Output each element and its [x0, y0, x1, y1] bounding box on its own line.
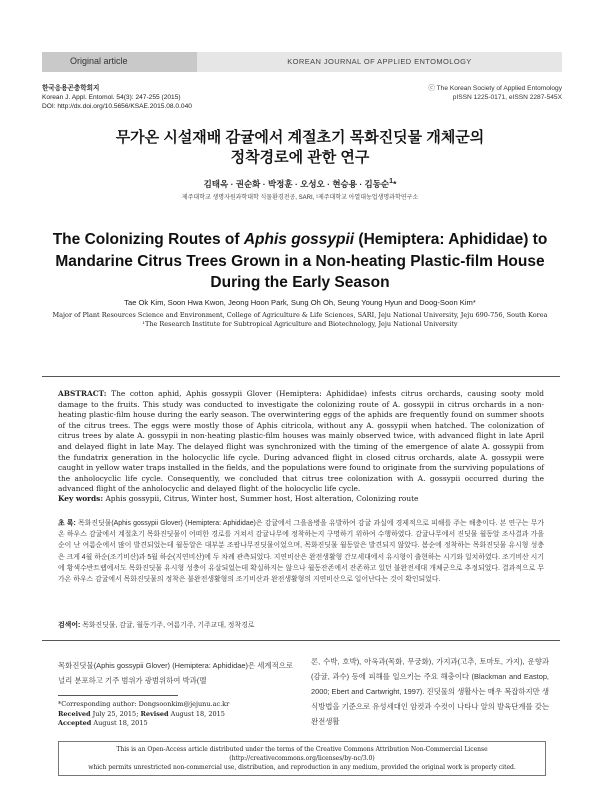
citation-block	[42, 84, 192, 111]
doi-link[interactable]: DOI: http://dx.doi.org/10.5656/KSAE.2015.08.0.040	[42, 103, 192, 110]
article-type-label: Original article	[42, 52, 197, 72]
accepted-date: Accepted August 18, 2015	[58, 719, 148, 728]
keywords-label: Key words:	[58, 494, 104, 503]
divider	[42, 640, 560, 641]
body-text-left-column: 목화진딧물(Aphis gossypii Glover) (Hemiptera: Aphididae)은 세계적으로 널리 분포하고 기주 범위가 광범위하여 박과(멜	[58, 661, 293, 685]
footnote	[58, 700, 293, 729]
abstract-text: The cotton aphid, Aphis gossypii Glover (Hemiptera: Aphididae) infests citrus orchards, causing sooty mold damage to the fruits. This study was conducted to investigate the colonizing route of A. gossypii in citrus orchards in a non-heating plastic-film house during the early season. The overwintering eggs of the aphids are frequently found on summer shoots of the citrus trees. The eggs were mostly those of Aphis citricola, without any A. gossypii when hatched. The colonization of citrus trees by alate A. gossypii in non-heating plastic-film houses was mainly observed twice, with advanced flight in late April and delayed flight in late May. The delayed flight was synchronized with the timing of the emergence of alate A. gossypii from the fundatrix generation in the holocyclic life cycle. During advanced flight in closed citrus orchards, alate A. gossypii were caught in yellow water traps installed in the fields, and the populations were found to originate from the surviving populations of the anholocyclic life cycle. Consequently, we concluded that citrus tree colonization with A. gossypii occurred during the advanced flight of the anholocyclic and delayed flight of the holocyclic life cycle.	[58, 389, 544, 494]
korean-keywords-text: 목화진딧물, 감귤, 월동기주, 여름기주, 기주교대, 정착경로	[82, 622, 255, 629]
journal-citation: Korean J. Appl. Entomol. 54(3): 247-255 (2015)	[42, 94, 181, 101]
korean-title-line-2: 정착경로에 관한 연구	[230, 149, 370, 166]
keywords-text: Aphis gossypii, Citrus, Winter host, Summer host, Host alteration, Colonizing route	[105, 494, 419, 503]
korean-abstract-text: 목화진딧물(Aphis gossypii Glover) (Hemiptera: Aphididae)은 감귤에서 그을음병을 유발하여 감귤 과실에 경제적으로 피해를 주는 해충이다. 본 연구는 무가온 하우스 감귤에서 계절초기 목화진딧물이 어떠한 경로를 거쳐서 감귤나무에 정착하는지 구명하기 위하여 수행하였다. 감귤나무에서 진딧물 월동알 조사결과 가을순이 난 여름순에서 많이 발견되었는데 월동알은 대부분 조팝나무진딧물이었으며, 목화진딧물 월동알은 발견되지 않았다. 봄순에 정착하는 목화진딧물 유시형 성충은 크게 4월 하순(조기비산)과 5월 하순(지연비산)에 두 차례 관측되었다. 지연비산은 완전생활형 간모세대에서 유시형이 출현하는 시기와 일치하였다. 조기비산 시기에 황색수반트랩에서도 목화진딧물 유시형 성충이 유살되었는데 확실하지는 않으나 월동잔존에서 잔존하고 있던 불완전세대 개체군으로 추정되었다. 결과적으로 무가온 하우스 감귤에서 목화진딧물의 정착은 불완전생활형의 조기비산과 완전생활형의 지연비산으로 일어난다는 것이 확인되었다.	[58, 520, 545, 584]
english-affiliation	[40, 311, 560, 329]
korean-keywords-label: 검색어:	[58, 622, 81, 629]
license-line-1: This is an Open-Access article distributed under the terms of the Creative Commons Attribution Non-Commercial License (http://creativecommons.org/licenses/by-nc/3.0)	[116, 746, 488, 762]
license-line-2: which permits unrestricted non-commercial use, distribution, and reproduction in any medium, provided the original work is properly cited.	[88, 764, 516, 771]
journal-banner	[42, 52, 562, 72]
korean-keywords	[58, 619, 544, 629]
license-box	[58, 741, 546, 776]
english-keywords	[58, 494, 544, 503]
korean-title	[40, 128, 560, 168]
footnote-divider	[58, 695, 178, 696]
species-name: Aphis gossypii	[243, 231, 355, 248]
body-text-right-column: 론, 수박, 호박), 아욱과(목화, 무궁화), 가지과(고추, 토마토, 가지), 운향과(감귤, 과수) 등에 피해를 일으키는 주요 해충이다 (Blackman and Eastop, 2000; Ebert and Cartwright, 1997). 진딧물의 생활사는 매우 복잡하지만 생식방법을 기준으로 유성세대인 암컷과 수컷이 나타나 알의 발육단계를 갖는 완전생활	[311, 657, 549, 726]
copyright-block	[428, 84, 562, 102]
english-affiliation-line-1: Major of Plant Resources Science and Environment, College of Agriculture & Life Sciences, SARI, Jeju National University, Jeju 690-756, South Korea	[52, 311, 548, 319]
journal-name-banner: KOREAN JOURNAL OF APPLIED ENTOMOLOGY	[197, 52, 562, 72]
english-authors: Tae Ok Kim, Soon Hwa Kwon, Jeong Hoon Park, Sung Oh Oh, Seung Young Hyun and Doog-Soon Kim*	[124, 298, 476, 307]
korean-abstract-label: 초 록:	[58, 520, 76, 527]
received-dates: Received July 25, 2015; Revised August 18, 2015	[58, 709, 225, 718]
english-title	[30, 229, 570, 294]
korean-authors: 김태옥 · 권순화 · 박정훈 · 오성오 · 현승용 · 김동순$^1$*	[203, 177, 397, 189]
issn-line: pISSN 1225-0171, eISSN 2287-545X	[452, 94, 562, 101]
divider	[42, 376, 560, 377]
korean-affiliation: 제주대학교 생명자원과학대학 식물환경전공, SARI, ¹제주대학교 아열대농업생명과학연구소	[181, 195, 419, 201]
korean-abstract	[58, 518, 544, 585]
korean-title-line-1: 무가온 시설재배 감귤에서 계절초기 목화진딧물 개체군의	[115, 129, 485, 146]
corresponding-author: *Corresponding author: Dongsoonkim@jejunu.ac.kr	[58, 700, 230, 708]
english-abstract	[58, 389, 544, 495]
english-title-line-2: Mandarine Citrus Trees Grown in a Non-heating Plastic-film House	[55, 252, 545, 270]
english-affiliation-line-2: ¹The Research Institute for Subtropical Agriculture and Biotechnology, Jeju National University	[142, 320, 458, 328]
english-title-line-1: The Colonizing Routes of Aphis gossypii (Hemiptera: Aphididae) to	[52, 231, 548, 248]
journal-korean-name: 한국응용곤충학회지	[42, 85, 100, 92]
copyright-line: ⓒ The Korean Society of Applied Entomology	[428, 85, 562, 92]
english-title-line-3: During the Early Season	[210, 274, 390, 291]
abstract-label: ABSTRACT:	[58, 389, 107, 398]
